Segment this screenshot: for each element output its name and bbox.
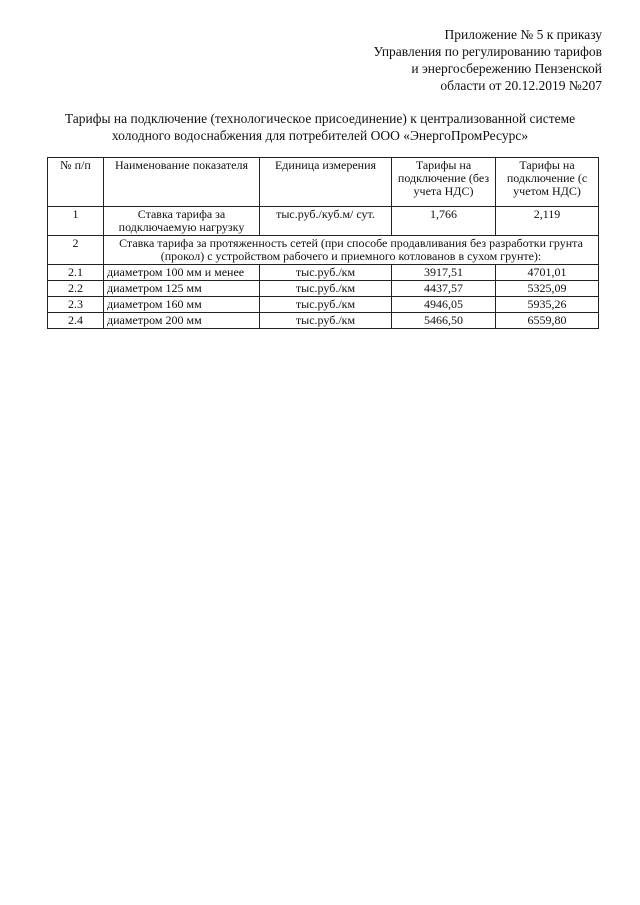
- row-name: диаметром 100 мм и менее: [104, 265, 260, 281]
- row-merged-description: Ставка тарифа за протяженность сетей (при способе продавливания без разработки грунта (прокол) с устройством рабочего и приемного котлованов в сухом грунте):: [104, 236, 599, 265]
- appendix-line-3: и энергосбережению Пензенской: [411, 61, 602, 76]
- table-row: [48, 313, 599, 329]
- row-tariff-no-vat: 5466,50: [392, 313, 496, 329]
- row-unit: тыс.руб./км: [260, 313, 392, 329]
- row-tariff-no-vat: 4437,57: [392, 281, 496, 297]
- row-unit: тыс.руб./куб.м/ сут.: [260, 207, 392, 236]
- row-num: 2: [48, 236, 104, 265]
- row-tariff-with-vat: 2,119: [496, 207, 599, 236]
- row-tariff-no-vat: 3917,51: [392, 265, 496, 281]
- header-num: № п/п: [48, 158, 104, 207]
- row-name: диаметром 160 мм: [104, 297, 260, 313]
- table-row: [48, 281, 599, 297]
- title-line-1: Тарифы на подключение (технологическое присоединение) к централизованной системе: [64, 111, 576, 126]
- table-row: [48, 236, 599, 265]
- row-name: диаметром 125 мм: [104, 281, 260, 297]
- row-num: 2.3: [48, 297, 104, 313]
- row-tariff-no-vat: 4946,05: [392, 297, 496, 313]
- table-row: [48, 265, 599, 281]
- row-unit: тыс.руб./км: [260, 265, 392, 281]
- row-num: 2.1: [48, 265, 104, 281]
- header-tariff-with-vat: Тарифы на подключение (с учетом НДС): [496, 158, 599, 207]
- row-tariff-with-vat: 6559,80: [496, 313, 599, 329]
- row-tariff-no-vat: 1,766: [392, 207, 496, 236]
- row-num: 2.2: [48, 281, 104, 297]
- row-tariff-with-vat: 4701,01: [496, 265, 599, 281]
- appendix-header: [373, 26, 602, 94]
- header-name: Наименование показателя: [104, 158, 260, 207]
- table-header-row: [48, 158, 599, 207]
- title-line-2: холодного водоснабжения для потребителей ООО «ЭнергоПромРесурс»: [111, 128, 529, 143]
- appendix-line-1: Приложение № 5 к приказу: [444, 27, 602, 42]
- row-num: 2.4: [48, 313, 104, 329]
- document-title: [40, 110, 600, 144]
- tariff-table: [47, 157, 599, 329]
- row-unit: тыс.руб./км: [260, 297, 392, 313]
- table-row: [48, 207, 599, 236]
- table-row: [48, 297, 599, 313]
- header-tariff-no-vat: Тарифы на подключение (без учета НДС): [392, 158, 496, 207]
- appendix-line-2: Управления по регулированию тарифов: [373, 44, 602, 59]
- header-unit: Единица измерения: [260, 158, 392, 207]
- row-name: Ставка тарифа за подключаемую нагрузку: [104, 207, 260, 236]
- row-name: диаметром 200 мм: [104, 313, 260, 329]
- row-tariff-with-vat: 5325,09: [496, 281, 599, 297]
- appendix-line-4: области от 20.12.2019 №207: [440, 78, 602, 93]
- row-unit: тыс.руб./км: [260, 281, 392, 297]
- row-tariff-with-vat: 5935,26: [496, 297, 599, 313]
- row-num: 1: [48, 207, 104, 236]
